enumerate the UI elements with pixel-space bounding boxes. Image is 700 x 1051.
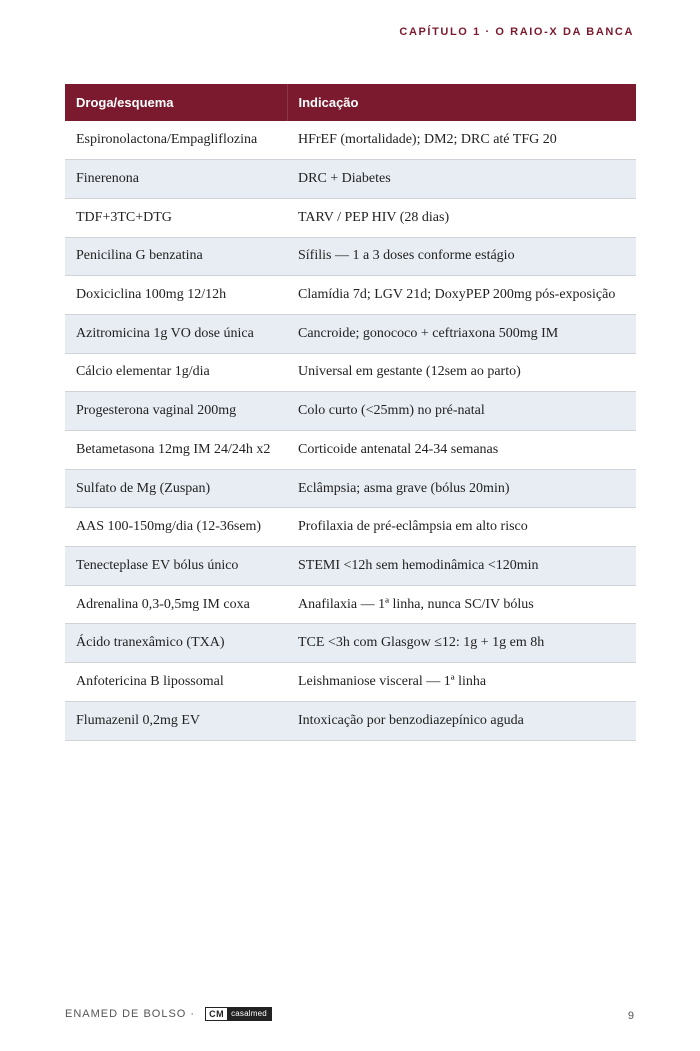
indication-cell: Colo curto (<25mm) no pré-natal <box>287 392 636 431</box>
indication-cell: HFrEF (mortalidade); DM2; DRC até TFG 20 <box>287 121 636 160</box>
column-header-indication: Indicação <box>287 84 636 121</box>
drug-cell: Progesterona vaginal 200mg <box>65 392 287 431</box>
drug-cell: Betametasona 12mg IM 24/24h x2 <box>65 431 287 470</box>
drug-cell: Penicilina G benzatina <box>65 237 287 276</box>
indication-cell: TARV / PEP HIV (28 dias) <box>287 198 636 237</box>
indication-cell: DRC + Diabetes <box>287 160 636 199</box>
brand-name: casalmed <box>227 1008 271 1020</box>
drug-cell: Ácido tranexâmico (TXA) <box>65 624 287 663</box>
drug-cell: Adrenalina 0,3-0,5mg IM coxa <box>65 585 287 624</box>
drug-cell: Flumazenil 0,2mg EV <box>65 701 287 740</box>
table-header <box>65 84 636 121</box>
table-row <box>65 198 636 237</box>
indication-cell: Intoxicação por benzodiazepínico aguda <box>287 701 636 740</box>
table-row <box>65 431 636 470</box>
table-row <box>65 547 636 586</box>
brand-mark: CM <box>206 1008 227 1020</box>
indication-cell: Anafilaxia — 1ª linha, nunca SC/IV bólus <box>287 585 636 624</box>
drug-cell: Anfotericina B lipossomal <box>65 663 287 702</box>
drug-cell: Espironolactona/Empagliflozina <box>65 121 287 160</box>
indication-cell: Profilaxia de pré-eclâmpsia em alto risco <box>287 508 636 547</box>
drug-cell: TDF+3TC+DTG <box>65 198 287 237</box>
indication-cell: Leishmaniose visceral — 1ª linha <box>287 663 636 702</box>
table-row <box>65 508 636 547</box>
chapter-header: CAPÍTULO 1 · O RAIO-X DA BANCA <box>399 26 634 38</box>
table-row <box>65 314 636 353</box>
drug-cell: Azitromicina 1g VO dose única <box>65 314 287 353</box>
table-body <box>65 121 636 740</box>
table-row <box>65 276 636 315</box>
footer-left <box>65 1007 272 1021</box>
page-number: 9 <box>627 1010 634 1022</box>
indication-cell: STEMI <12h sem hemodinâmica <120min <box>287 547 636 586</box>
table-row <box>65 624 636 663</box>
drug-cell: AAS 100-150mg/dia (12-36sem) <box>65 508 287 547</box>
drug-cell: Doxiciclina 100mg 12/12h <box>65 276 287 315</box>
table-row <box>65 121 636 160</box>
indication-cell: Corticoide antenatal 24-34 semanas <box>287 431 636 470</box>
table-row <box>65 353 636 392</box>
brand-logo <box>205 1007 272 1021</box>
column-header-drug: Droga/esquema <box>65 84 287 121</box>
indication-cell: Clamídia 7d; LGV 21d; DoxyPEP 200mg pós-exposição <box>287 276 636 315</box>
drug-indication-table <box>65 84 636 741</box>
indication-cell: Universal em gestante (12sem ao parto) <box>287 353 636 392</box>
drug-cell: Cálcio elementar 1g/dia <box>65 353 287 392</box>
table-row <box>65 237 636 276</box>
table-header-row <box>65 84 636 121</box>
indication-cell: TCE <3h com Glasgow ≤12: 1g + 1g em 8h <box>287 624 636 663</box>
drug-cell: Tenecteplase EV bólus único <box>65 547 287 586</box>
drug-cell: Sulfato de Mg (Zuspan) <box>65 469 287 508</box>
table-row <box>65 469 636 508</box>
footer-title: ENAMED DE BOLSO · <box>65 1008 196 1020</box>
table-row <box>65 392 636 431</box>
indication-cell: Sífilis — 1 a 3 doses conforme estágio <box>287 237 636 276</box>
drug-cell: Finerenona <box>65 160 287 199</box>
table-row <box>65 701 636 740</box>
indication-cell: Eclâmpsia; asma grave (bólus 20min) <box>287 469 636 508</box>
table-row <box>65 160 636 199</box>
table-row <box>65 585 636 624</box>
indication-cell: Cancroide; gonococo + ceftriaxona 500mg IM <box>287 314 636 353</box>
table-row <box>65 663 636 702</box>
